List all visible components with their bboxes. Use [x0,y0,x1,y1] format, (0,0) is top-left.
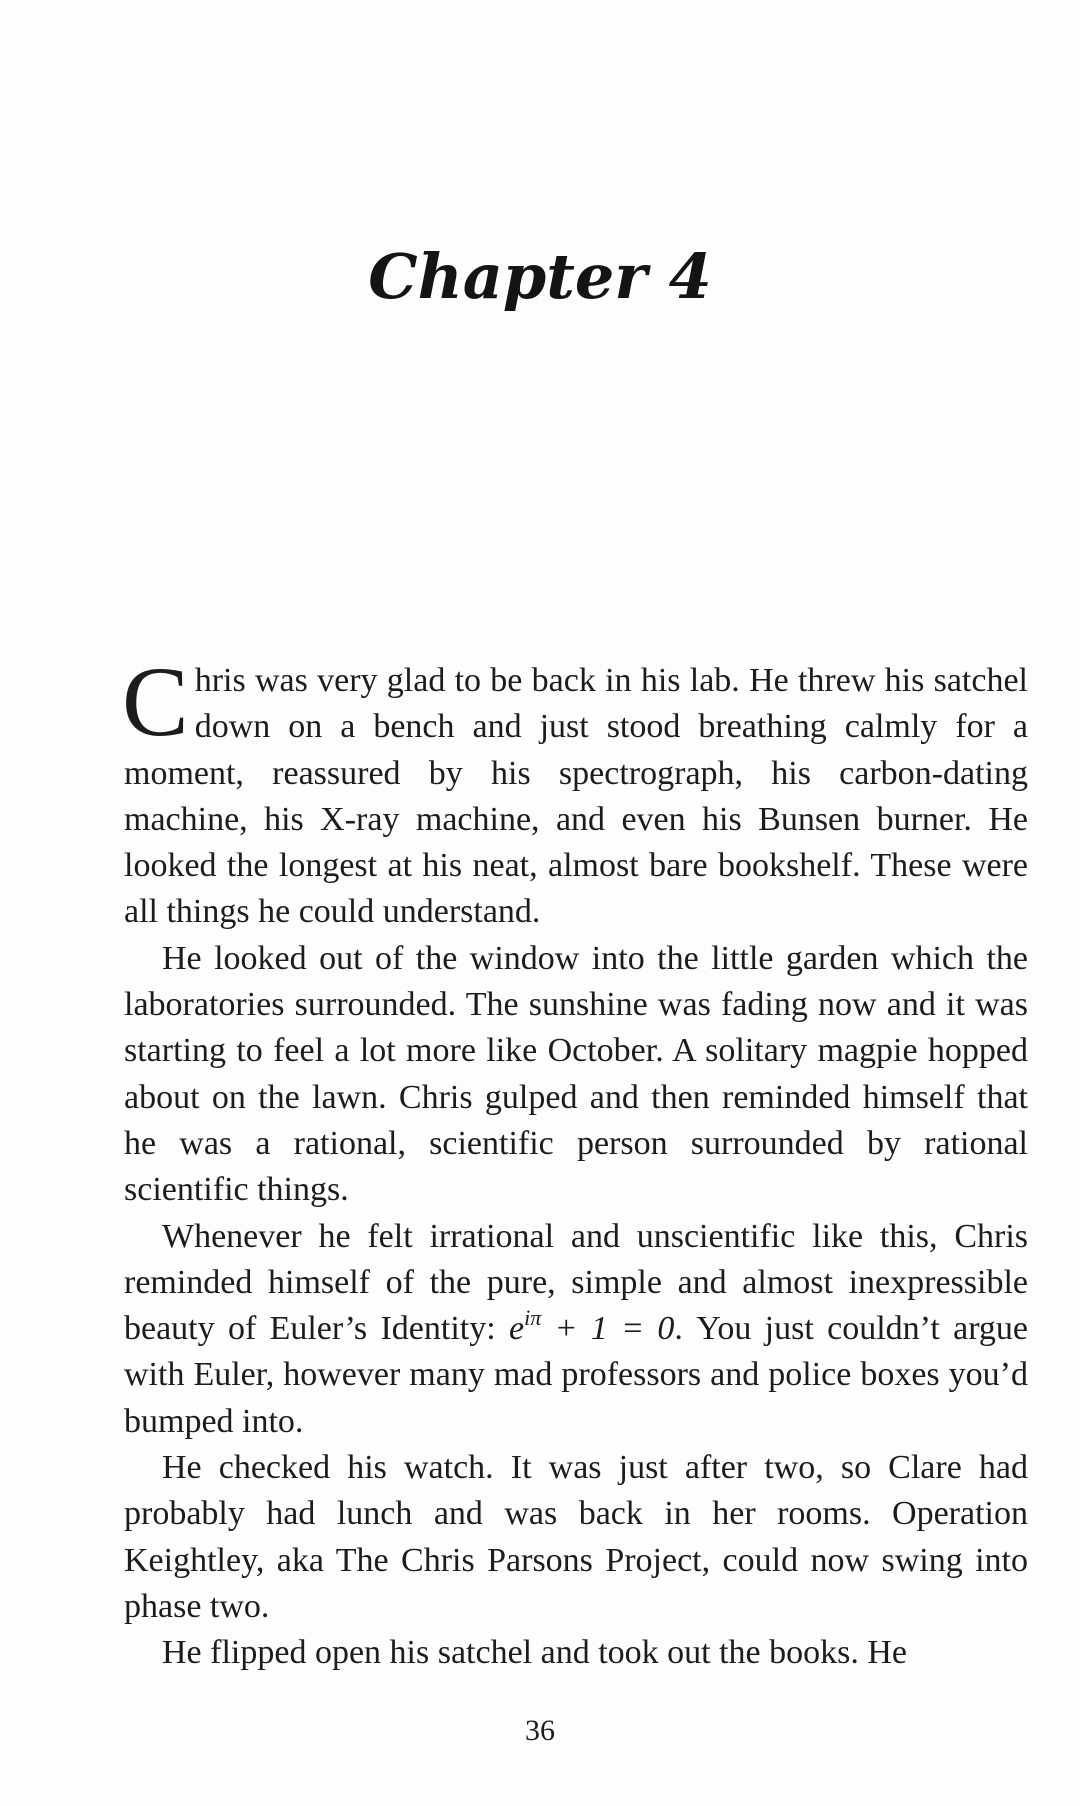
paragraph-2: He looked out of the window into the little garden which the laboratories surrounded. The sunshine was fading now and it was starting to feel a lot more like October. A solitary magpie hopped about on the lawn. Chris gulped and then reminded himself that he was a rational, scientific person surrounded by rational scientific things. [124,939,1028,1209]
paragraph-3-text-after: . You just couldn’t argue with Euler, however many mad professors and police boxes you’d bumped into. [124,1310,1028,1440]
chapter-title: Chapter 4 [368,240,712,313]
page-number: 36 [525,1714,555,1747]
paragraph-3-text-before: Whenever he felt irrational and unscientific like this, Chris reminded himself of the pure, simple and almost inexpressible beauty of Euler’s Identity: [124,1217,1028,1348]
euler-identity [508,1305,675,1348]
paragraph-4: He checked his watch. It was just after two, so Clare had probably had lunch and was back in her rooms. Operation Keightley, aka The Chris Parsons Project, could now swing into phase two. [124,1449,1028,1625]
paragraph-1-text: hris was very glad to be back in his lab. He threw his satchel down on a bench and just stood breathing calmly for a moment, reassured by his spectrograph, his carbon-dating machine, his X-ray machine, and even his Bunsen burner. He looked the longest at his neat, almost bare bookshelf. These were all things he could understand. [124,662,1028,931]
math-base: e [508,1310,525,1348]
paragraph-3 [124,1214,1028,1445]
body-text [122,646,1028,1677]
math-exponent: iπ [524,1305,542,1331]
paragraph-1 [122,646,1028,936]
drop-cap: C [122,646,189,757]
paragraph-5: He flipped open his satchel and took out the books. He [162,1634,908,1672]
math-rest: + 1 = 0 [541,1310,675,1348]
